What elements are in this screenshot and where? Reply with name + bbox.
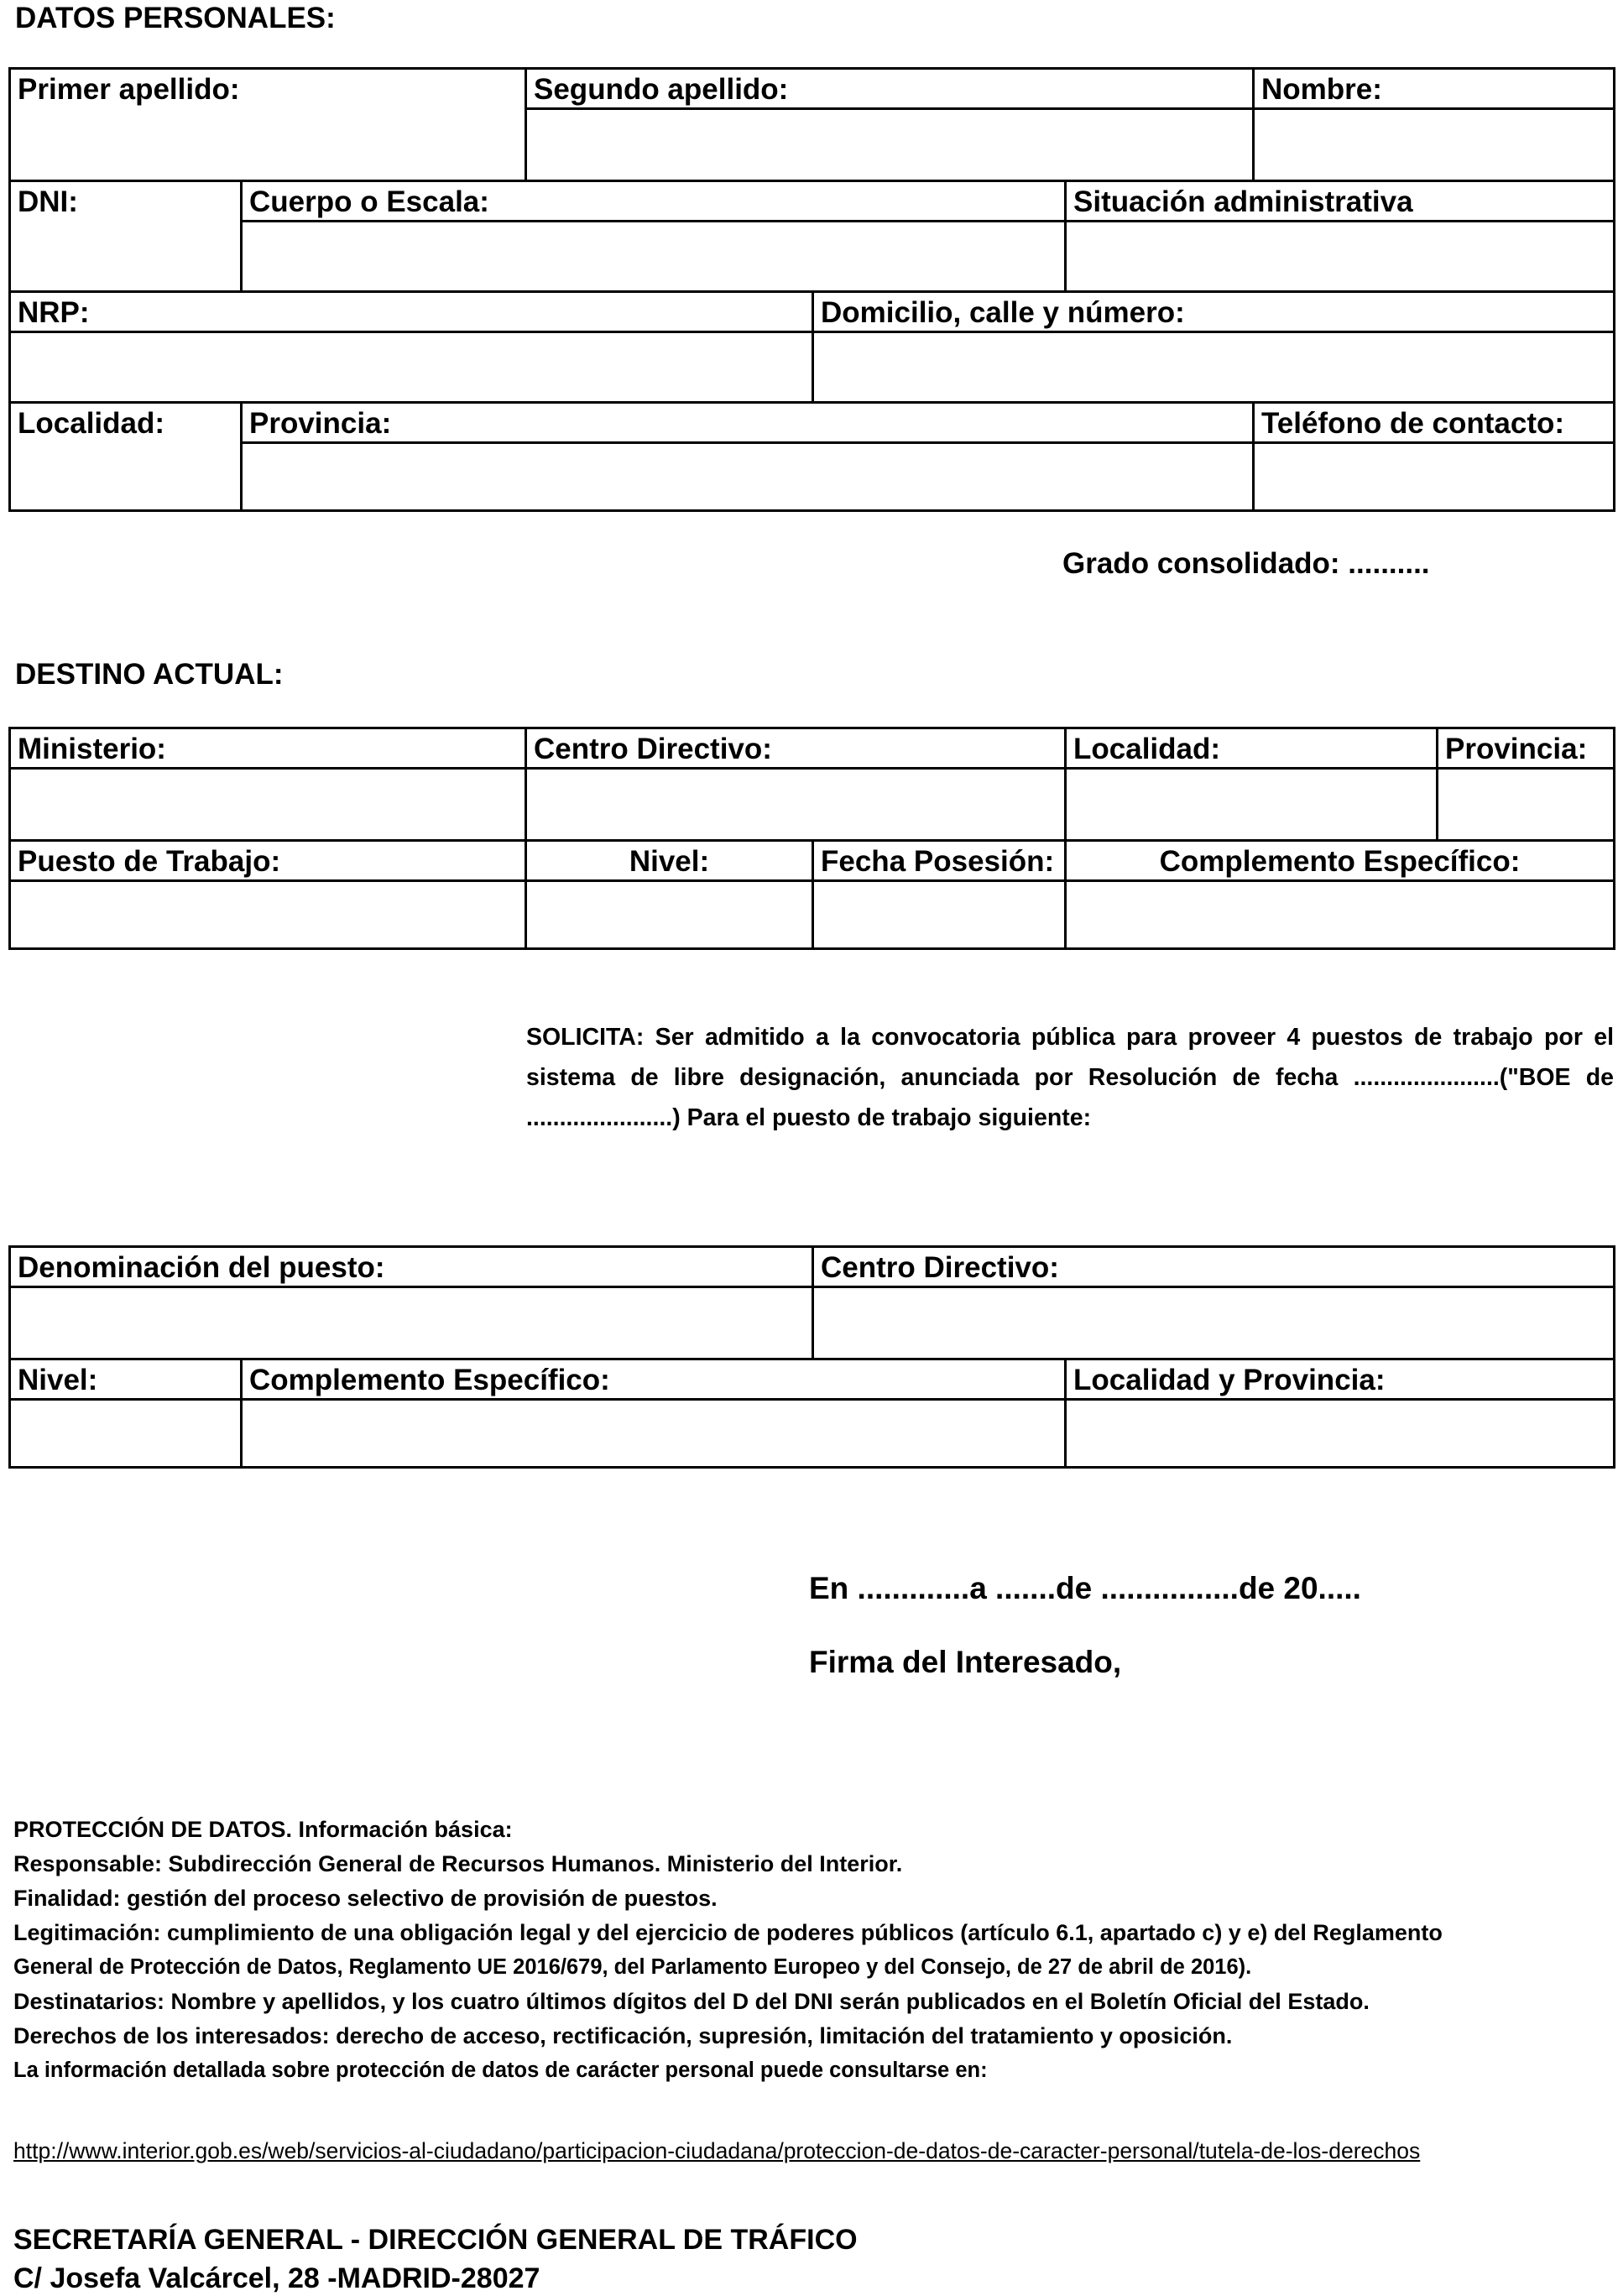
nivel-solicitado-field[interactable] bbox=[11, 1401, 240, 1466]
destino-actual-table bbox=[8, 727, 1615, 950]
ministerio-field[interactable] bbox=[11, 770, 527, 839]
row-nivel-solicitado bbox=[11, 1360, 1613, 1466]
domicilio-field[interactable] bbox=[814, 333, 1613, 401]
underline bbox=[243, 441, 1613, 444]
nrp-field[interactable] bbox=[11, 333, 812, 401]
label-centro-directivo: Centro Directivo: bbox=[534, 733, 772, 765]
label-primer-apellido: Primer apellido: bbox=[18, 73, 240, 106]
proteccion-legitimacion-cont: General de Protección de Datos, Reglamento UE 2016/679, del Parlamento Europeo y del Consejo, de 27 de abril de 2016). bbox=[13, 1955, 1252, 1979]
row-denominacion bbox=[11, 1248, 1613, 1360]
cell-provincia-actual bbox=[1438, 729, 1613, 839]
firma-interesado: Firma del Interesado, bbox=[809, 1645, 1122, 1679]
label-centro-directivo-solicitado: Centro Directivo: bbox=[821, 1251, 1059, 1284]
label-provincia-actual: Provincia: bbox=[1445, 733, 1588, 765]
underline bbox=[11, 331, 1613, 333]
puesto-solicitado-table bbox=[8, 1245, 1615, 1469]
underline bbox=[11, 1286, 1613, 1288]
provincia-actual-field[interactable] bbox=[1438, 770, 1613, 839]
section-heading-destino-actual: DESTINO ACTUAL: bbox=[15, 658, 284, 691]
cell-telefono bbox=[1255, 404, 1613, 509]
label-localidad: Localidad: bbox=[18, 407, 165, 440]
row-ministerio bbox=[11, 729, 1613, 842]
label-dni: DNI: bbox=[18, 185, 78, 218]
row-nrp bbox=[11, 293, 1613, 404]
label-cuerpo-escala: Cuerpo o Escala: bbox=[249, 185, 489, 218]
underline bbox=[11, 1398, 1613, 1401]
row-puesto bbox=[11, 842, 1613, 947]
cell-localidad-actual bbox=[1067, 729, 1438, 839]
centro-directivo-field[interactable] bbox=[527, 770, 1064, 839]
label-segundo-apellido: Segundo apellido: bbox=[534, 73, 789, 106]
cell-complemento-actual bbox=[1067, 842, 1613, 947]
telefono-field[interactable] bbox=[1255, 444, 1613, 509]
dni-field[interactable] bbox=[11, 222, 243, 290]
centro-directivo-solicitado-field[interactable] bbox=[814, 1288, 1613, 1358]
cell-nrp bbox=[11, 293, 814, 401]
grado-consolidado: Grado consolidado: .......... bbox=[1062, 547, 1430, 580]
cell-denominacion bbox=[11, 1248, 814, 1358]
proteccion-derechos: Derechos de los interesados: derecho de acceso, rectificación, supresión, limitación del tratamiento y oposición. bbox=[13, 2023, 1233, 2048]
proteccion-datos-link[interactable]: http://www.interior.gob.es/web/servicios-al-ciudadano/participacion-ciudadana/proteccion-de-datos-de-caracter-personal/tutela-de-los-derechos bbox=[13, 2138, 1421, 2163]
label-localidad-provincia: Localidad y Provincia: bbox=[1073, 1364, 1386, 1396]
label-situacion: Situación administrativa bbox=[1073, 185, 1413, 218]
footer-organismo: SECRETARÍA GENERAL - DIRECCIÓN GENERAL DE TRÁFICO bbox=[13, 2224, 858, 2256]
proteccion-heading: PROTECCIÓN DE DATOS. Información básica: bbox=[13, 1817, 513, 1842]
divider bbox=[525, 729, 527, 839]
cell-fecha-posesion bbox=[814, 842, 1067, 947]
section-heading-datos-personales: DATOS PERSONALES: bbox=[15, 2, 336, 34]
denominacion-field[interactable] bbox=[11, 1288, 812, 1358]
label-nombre: Nombre: bbox=[1261, 73, 1382, 106]
label-localidad-actual: Localidad: bbox=[1073, 733, 1221, 765]
footer bbox=[13, 2220, 858, 2296]
cell-puesto bbox=[11, 842, 527, 947]
cuerpo-escala-field[interactable] bbox=[243, 222, 1064, 290]
cell-centro-directivo-solicitado bbox=[814, 1248, 1613, 1358]
underline bbox=[11, 767, 1613, 770]
label-provincia: Provincia: bbox=[249, 407, 392, 440]
situacion-field[interactable] bbox=[1067, 222, 1613, 290]
provincia-field[interactable] bbox=[243, 444, 1252, 509]
cell-cuerpo-escala bbox=[243, 182, 1067, 290]
proteccion-datos bbox=[13, 1813, 1608, 2088]
cell-situacion bbox=[1067, 182, 1613, 290]
cell-localidad bbox=[11, 404, 243, 509]
label-denominacion: Denominación del puesto: bbox=[18, 1251, 385, 1284]
label-puesto: Puesto de Trabajo: bbox=[18, 845, 281, 878]
label-telefono: Teléfono de contacto: bbox=[1261, 407, 1565, 440]
label-nivel-actual: Nivel: bbox=[629, 845, 710, 878]
row-localidad bbox=[11, 404, 1613, 509]
row-apellidos bbox=[11, 70, 1613, 182]
cell-nombre bbox=[1255, 70, 1613, 180]
proteccion-finalidad: Finalidad: gestión del proceso selectivo de provisión de puestos. bbox=[13, 1886, 718, 1911]
cell-ministerio bbox=[11, 729, 527, 839]
cell-primer-apellido bbox=[11, 70, 527, 180]
underline bbox=[527, 107, 1613, 110]
proteccion-informacion: La información detallada sobre protección de datos de carácter personal puede consultarse en: bbox=[13, 2059, 988, 2082]
fecha-line: En .............a .......de ................de 20..... bbox=[809, 1571, 1361, 1605]
proteccion-legitimacion: Legitimación: cumplimiento de una obligación legal y del ejercicio de poderes públicos (artículo 6.1, apartado c) y e) del Reglamento bbox=[13, 1920, 1443, 1945]
underline bbox=[11, 879, 1613, 882]
cell-provincia bbox=[243, 404, 1255, 509]
cell-domicilio bbox=[814, 293, 1613, 401]
cell-segundo-apellido bbox=[527, 70, 1255, 180]
localidad-actual-field[interactable] bbox=[1067, 770, 1436, 839]
label-nivel-solicitado: Nivel: bbox=[18, 1364, 98, 1396]
localidad-field[interactable] bbox=[11, 444, 243, 509]
label-fecha-posesion: Fecha Posesión: bbox=[821, 845, 1055, 878]
label-domicilio: Domicilio, calle y número: bbox=[821, 296, 1185, 329]
datos-personales-table bbox=[8, 67, 1615, 512]
proteccion-destinatarios: Destinatarios: Nombre y apellidos, y los cuatro últimos dígitos del D del DNI serán publicados en el Boletín Oficial del Estado. bbox=[13, 1989, 1370, 2014]
label-complemento-actual: Complemento Específico: bbox=[1159, 845, 1521, 878]
cell-nivel-solicitado bbox=[11, 1360, 243, 1466]
label-complemento-solicitado: Complemento Específico: bbox=[249, 1364, 610, 1396]
puesto-field[interactable] bbox=[11, 882, 525, 947]
divider bbox=[240, 404, 243, 509]
complemento-solicitado-field[interactable] bbox=[243, 1401, 1064, 1466]
underline bbox=[243, 220, 1613, 222]
proteccion-responsable: Responsable: Subdirección General de Recursos Humanos. Ministerio del Interior. bbox=[13, 1851, 903, 1876]
complemento-actual-field[interactable] bbox=[1067, 882, 1613, 947]
nivel-actual-field[interactable] bbox=[527, 882, 812, 947]
cell-nivel-actual bbox=[527, 842, 814, 947]
cell-centro-directivo bbox=[527, 729, 1067, 839]
primer-apellido-field[interactable] bbox=[11, 110, 527, 180]
nombre-field[interactable] bbox=[1255, 110, 1613, 180]
cell-complemento-solicitado bbox=[243, 1360, 1067, 1466]
footer-direccion: C/ Josefa Valcárcel, 28 -MADRID-28027 bbox=[13, 2262, 540, 2294]
localidad-provincia-field[interactable] bbox=[1067, 1401, 1613, 1466]
label-ministerio: Ministerio: bbox=[18, 733, 166, 765]
segundo-apellido-field[interactable] bbox=[527, 110, 1252, 180]
solicita-paragraph: SOLICITA: Ser admitido a la convocatoria pública para proveer 4 puestos de trabajo por el sistema de libre designación, anunciada por Resolución de fecha ......................("BOE de ......................) Para el puesto de trabajo siguiente: bbox=[526, 1024, 1614, 1131]
cell-dni bbox=[11, 182, 243, 290]
row-dni bbox=[11, 182, 1613, 293]
label-nrp: NRP: bbox=[18, 296, 90, 329]
divider bbox=[240, 182, 243, 290]
cell-localidad-provincia bbox=[1067, 1360, 1613, 1466]
fecha-posesion-field[interactable] bbox=[814, 882, 1064, 947]
